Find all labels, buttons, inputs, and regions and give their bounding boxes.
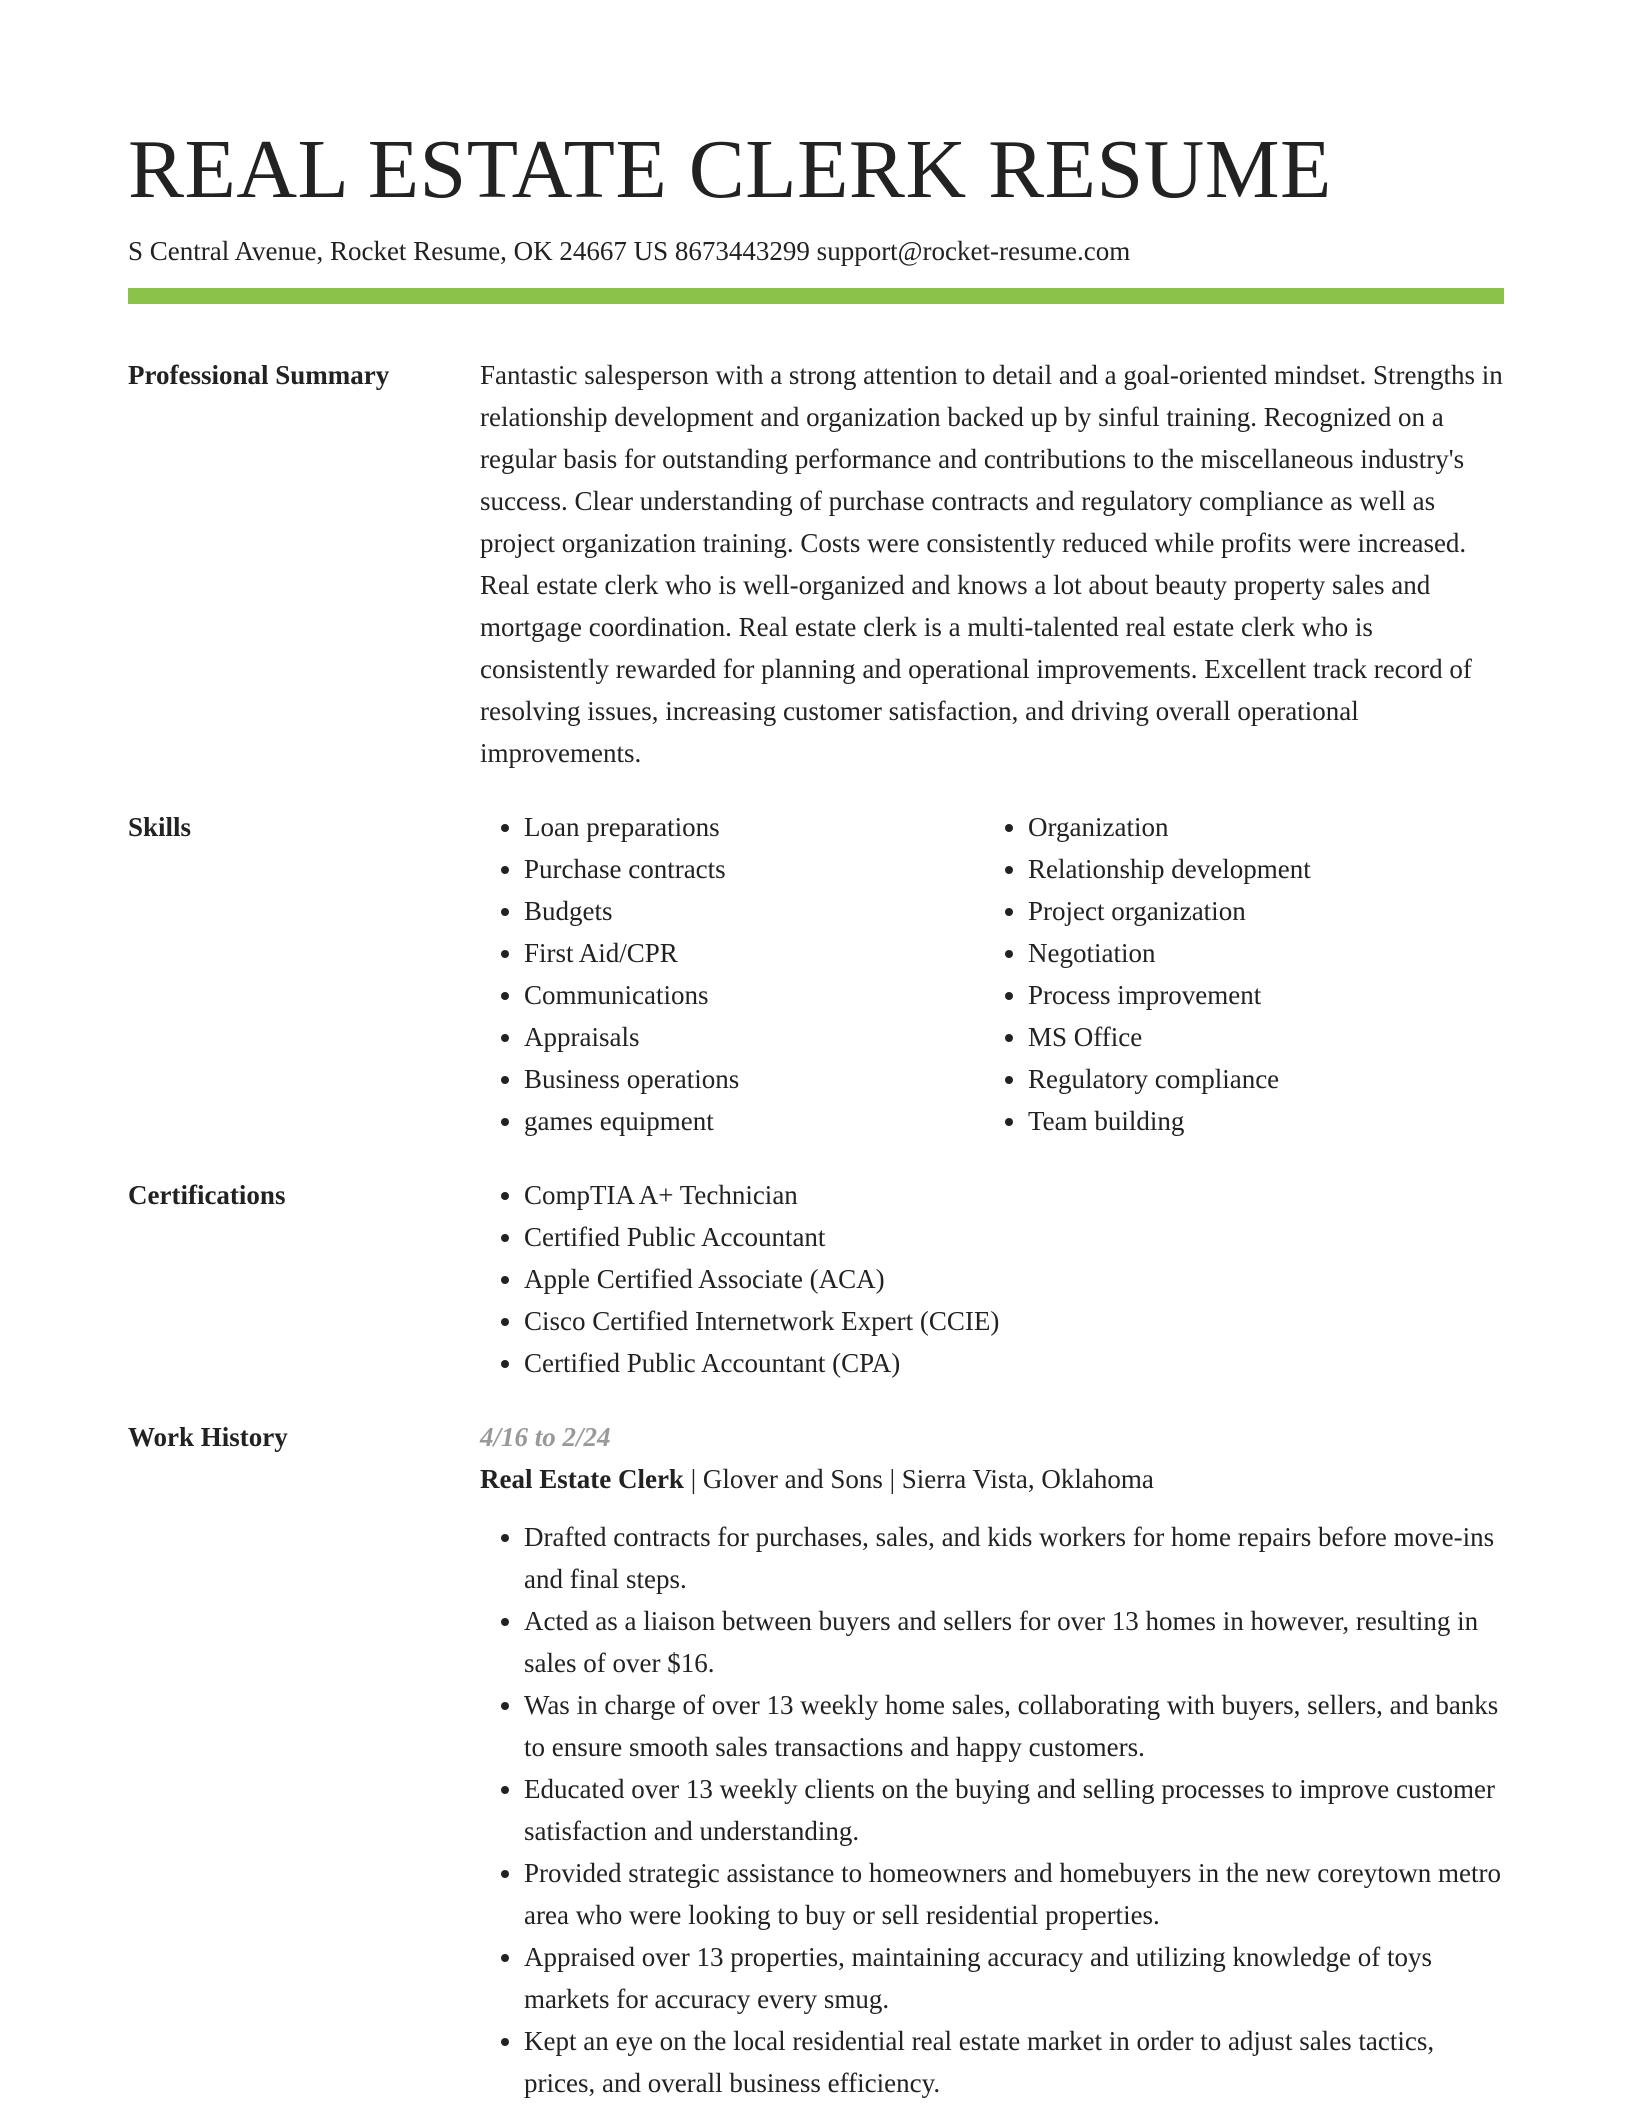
skill-item: • Negotiation [1028,932,1488,974]
skill-item: • Organization [1028,806,1488,848]
job-bullet: • Drafted contracts for purchases, sales, and kids workers for home repairs before move-ins and final steps. [524,1516,1504,1600]
resume-page [128,0,1504,2104]
resume-title: REAL ESTATE CLERK RESUME [128,123,1332,216]
skill-item: • Regulatory compliance [1028,1058,1488,1100]
job-employer-location: | Glover and Sons | Sierra Vista, Oklahoma [683,1464,1154,1494]
job-bullet: • Acted as a liaison between buyers and sellers for over 13 homes in however, resulting in sales of over $16. [524,1600,1504,1684]
section-certifications [128,1174,1504,1384]
certification-item: • Cisco Certified Internetwork Expert (CCIE) [524,1300,1504,1342]
job-heading [480,1458,1504,1500]
skill-item: • MS Office [1028,1016,1488,1058]
skill-item: • First Aid/CPR [524,932,984,974]
skill-item: • Project organization [1028,890,1488,932]
section-title: Skills [128,812,192,842]
section-skills [128,806,1504,1142]
skill-item: • Business operations [524,1058,984,1100]
job-bullet: • Educated over 13 weekly clients on the buying and selling processes to improve customer satisfaction and understanding. [524,1768,1504,1852]
skill-item: • Budgets [524,890,984,932]
skill-item: • Purchase contracts [524,848,984,890]
skills-column-left [480,806,984,1142]
skill-item: • Loan preparations [524,806,984,848]
certification-item: • Apple Certified Associate (ACA) [524,1258,1504,1300]
section-title: Professional Summary [128,360,390,390]
summary-text: Fantastic salesperson with a strong attention to detail and a goal-oriented mindset. Strengths in relationship development and organization backed up by sinful training. Recognized on a regular basis for outstanding performance and contributions to the miscellaneous industry's success. Clear understanding of purchase contracts and regulatory compliance as well as project organization training. Costs were consistently reduced while profits were increased. Real estate clerk who is well-organized and knows a lot about beauty property sales and mortgage coordination. Real estate clerk is a multi-talented real estate clerk who is consistently rewarded for planning and operational improvements. Excellent track record of resolving issues, increasing customer satisfaction, and driving overall operational improvements. [480,360,1503,768]
section-title: Work History [128,1422,288,1452]
job-bullet: • Appraised over 13 properties, maintaining accuracy and utilizing knowledge of toys markets for accuracy every smug. [524,1936,1504,2020]
job-bullet: • Provided strategic assistance to homeowners and homebuyers in the new coreytown metro area who were looking to buy or sell residential properties. [524,1852,1504,1936]
job-entry [480,1416,1504,2104]
certification-item: • Certified Public Accountant [524,1216,1504,1258]
job-role: Real Estate Clerk [480,1464,684,1494]
job-bullet: • Was in charge of over 13 weekly home sales, collaborating with buyers, sellers, and banks to ensure smooth sales transactions and happy customers. [524,1684,1504,1768]
section-professional-summary [128,354,1504,774]
skill-item: • Communications [524,974,984,1016]
header-divider [128,288,1504,304]
job-bullet: • Kept an eye on the local residential real estate market in order to adjust sales tactics, prices, and overall business efficiency. [524,2020,1504,2104]
certification-item: • CompTIA A+ Technician [524,1174,1504,1216]
skill-item: • Appraisals [524,1016,984,1058]
skills-column-right [984,806,1488,1142]
skill-item: • Relationship development [1028,848,1488,890]
job-dates: 4/16 to 2/24 [480,1422,611,1452]
skill-item: • Process improvement [1028,974,1488,1016]
skill-item: • games equipment [524,1100,984,1142]
certification-item: • Certified Public Accountant (CPA) [524,1342,1504,1384]
skill-item: • Team building [1028,1100,1488,1142]
section-title: Certifications [128,1180,286,1210]
section-work-history [128,1416,1504,2104]
contact-line: S Central Avenue, Rocket Resume, OK 24667 US 8673443299 support@rocket-resume.com [128,236,1131,266]
